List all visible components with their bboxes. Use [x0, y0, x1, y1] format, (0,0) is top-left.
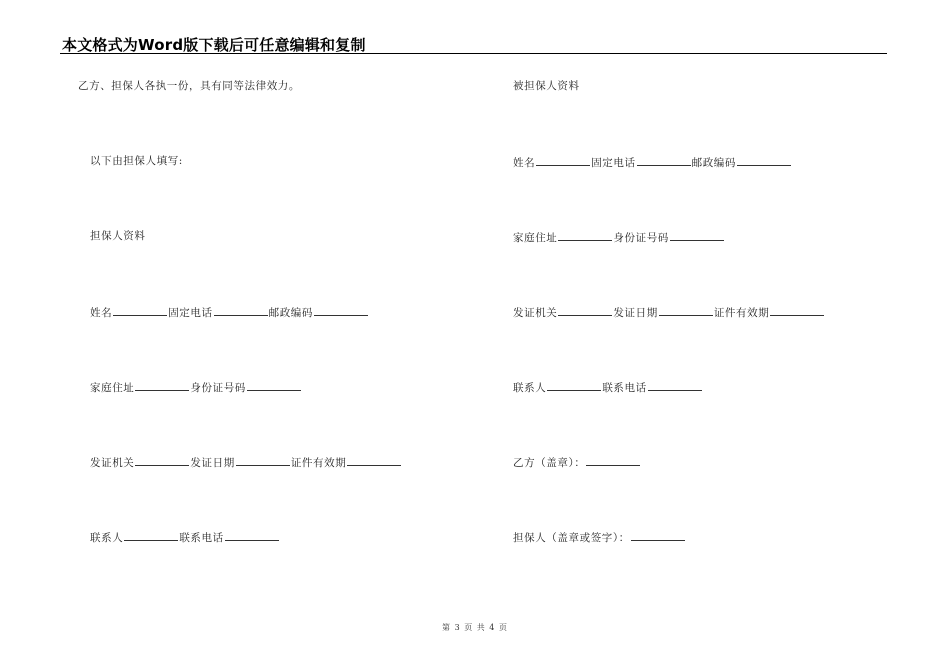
guarantor-section-title: 担保人资料	[90, 230, 146, 242]
contact-blank[interactable]	[547, 379, 601, 391]
authority-blank[interactable]	[558, 304, 612, 316]
guaranteed-section-title: 被担保人资料	[513, 80, 580, 92]
guaranteed-address-row	[513, 229, 725, 245]
name-blank[interactable]	[113, 304, 167, 316]
guarantor-id-info-row	[90, 454, 402, 470]
page-number: 第 3 页 共 4 页	[442, 623, 508, 632]
postcode-blank[interactable]	[737, 154, 791, 166]
issue-date-label: 发证日期	[190, 457, 235, 469]
validity-label: 证件有效期	[713, 307, 770, 319]
id-label: 身份证号码	[613, 232, 669, 244]
guarantor-seal-label: 担保人（盖章或签字）：	[513, 532, 630, 544]
postcode-label: 邮政编码	[268, 307, 314, 319]
authority-label: 发证机关	[90, 457, 135, 469]
header-divider	[60, 53, 887, 54]
contact-label: 联系人	[90, 532, 124, 544]
postcode-label: 邮政编码	[691, 157, 737, 169]
guaranteed-id-info-row	[513, 304, 825, 320]
validity-blank[interactable]	[347, 454, 401, 466]
address-blank[interactable]	[135, 379, 189, 391]
id-label: 身份证号码	[190, 382, 246, 394]
guaranteed-name-row	[513, 154, 792, 170]
contact-phone-blank[interactable]	[648, 379, 702, 391]
guarantor-contact-row	[90, 529, 280, 545]
name-blank[interactable]	[536, 154, 590, 166]
intro-text: 乙方、担保人各执一份，具有同等法律效力。	[78, 80, 300, 92]
guarantor-seal-blank[interactable]	[631, 529, 685, 541]
phone-label: 固定电话	[591, 157, 636, 169]
address-label: 家庭住址	[90, 382, 135, 394]
contact-phone-blank[interactable]	[225, 529, 279, 541]
validity-label: 证件有效期	[290, 457, 347, 469]
phone-label: 固定电话	[168, 307, 213, 319]
id-blank[interactable]	[670, 229, 724, 241]
guarantor-address-row	[90, 379, 302, 395]
guarantor-seal-row	[513, 529, 686, 545]
validity-blank[interactable]	[770, 304, 824, 316]
phone-blank[interactable]	[214, 304, 268, 316]
contact-phone-label: 联系电话	[602, 382, 647, 394]
address-blank[interactable]	[558, 229, 612, 241]
party-b-seal-blank[interactable]	[586, 454, 640, 466]
authority-blank[interactable]	[135, 454, 189, 466]
contact-phone-label: 联系电话	[179, 532, 224, 544]
issue-date-blank[interactable]	[236, 454, 290, 466]
party-b-seal-label: 乙方（盖章）：	[513, 457, 586, 469]
party-b-seal-row	[513, 454, 641, 470]
guaranteed-contact-row	[513, 379, 703, 395]
phone-blank[interactable]	[637, 154, 691, 166]
contact-label: 联系人	[513, 382, 547, 394]
name-label: 姓名	[513, 157, 536, 169]
name-label: 姓名	[90, 307, 113, 319]
address-label: 家庭住址	[513, 232, 558, 244]
issue-date-blank[interactable]	[659, 304, 713, 316]
postcode-blank[interactable]	[314, 304, 368, 316]
document-header-title: 本文格式为Word版下载后可任意编辑和复制	[62, 36, 366, 54]
guarantor-name-row	[90, 304, 369, 320]
issue-date-label: 发证日期	[613, 307, 658, 319]
id-blank[interactable]	[247, 379, 301, 391]
fill-note: 以下由担保人填写:	[90, 155, 183, 167]
authority-label: 发证机关	[513, 307, 558, 319]
contact-blank[interactable]	[124, 529, 178, 541]
